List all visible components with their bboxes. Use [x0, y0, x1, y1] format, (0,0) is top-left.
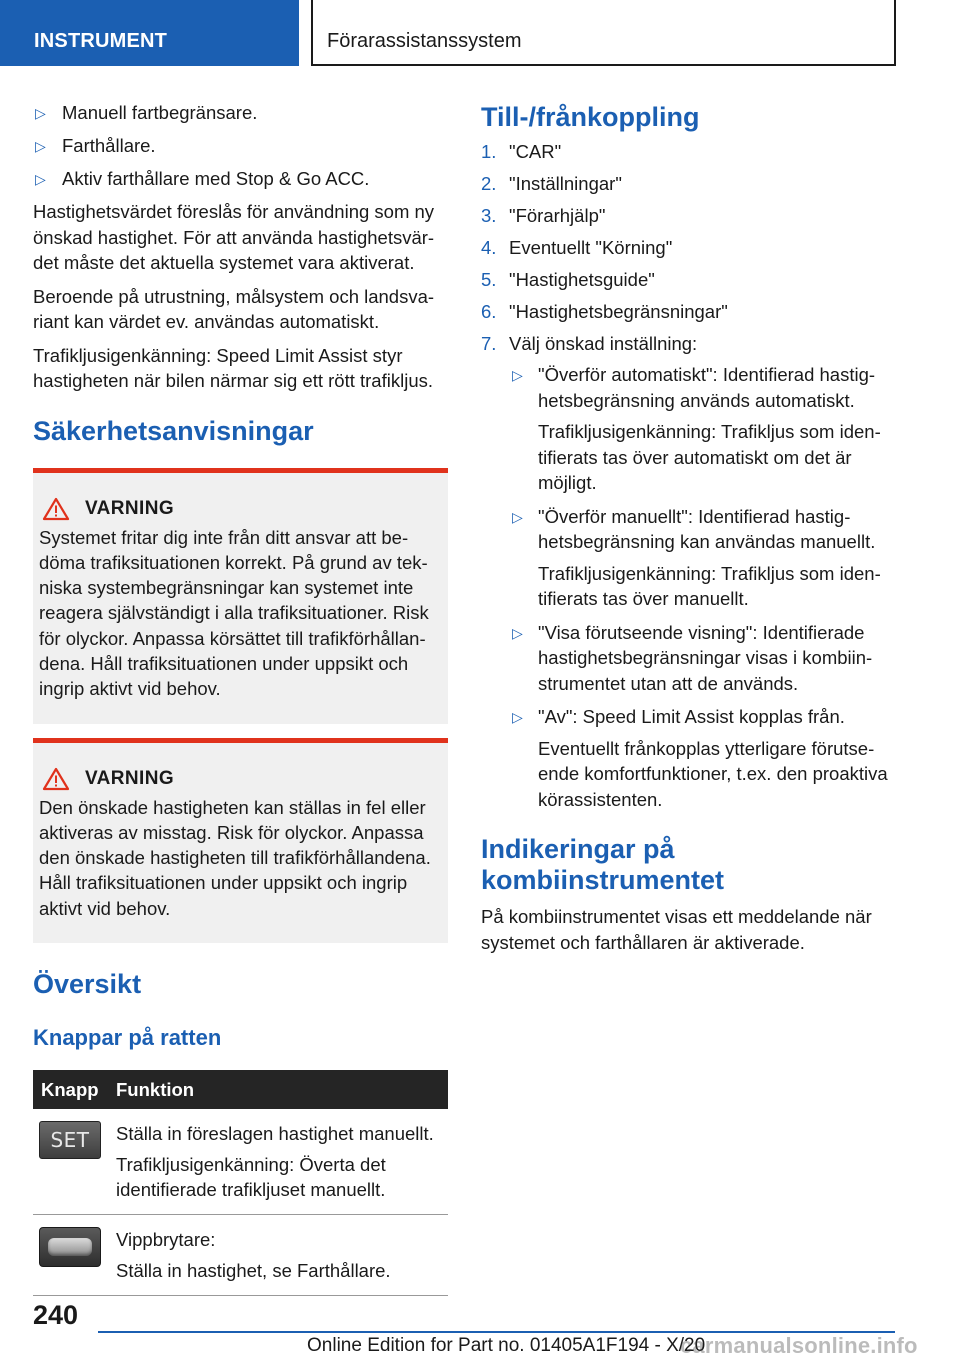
triangle-right-icon: ▷: [512, 709, 523, 725]
set-button-icon: SET: [39, 1121, 101, 1159]
overview-heading: Översikt: [33, 969, 142, 1000]
warning-text: Systemet fritar dig inte från ditt ansvar att bedöma trafiksituationen korrekt. På grund av tekniska systembegränsningar kan systemet inte reagera självständigt i alla trafiksituationer. Risk för olyckor. Anpassa körsättet till trafikförhållandena. Håll trafiksituationen under uppsikt och ingrip aktivt vid behov.: [39, 526, 429, 700]
indicator-text: På kombiinstrumentet visas ett meddelande när systemet och farthållaren är aktiverade.: [481, 906, 872, 953]
function-cell: Vippbrytare: Ställa in hastighet, se Farthållare.: [108, 1215, 448, 1296]
safety-heading: Säkerhetsanvisningar: [33, 415, 314, 446]
paragraph: Beroende på utrustning, målsystem och landsvariant kan värdet ev. användas automatiskt.: [33, 285, 435, 332]
edition-info: Online Edition for Part no. 01405A1F194 - X/20: [307, 1335, 706, 1356]
function-cell: Ställa in föreslagen hastighet manuellt. Trafikljusigenkänning: Överta det identifierade trafikljuset manuellt.: [108, 1109, 448, 1215]
column-header-key: Knapp: [33, 1070, 108, 1109]
buttons-heading: Knappar på ratten: [33, 1025, 222, 1051]
triangle-right-icon: ▷: [512, 508, 523, 525]
step-item: 7. Välj önskad inställning: ▷ "Överför automatiskt": Identifierad hastighetsbegränsning används automatiskt. Trafikljusigenkänning: Trafikljus som identifierats tas över automatiskt om det är möjligt. ▷ "Överför manuellt": Identifierad hastighetsbegränsning kan användas manuellt. Trafikljusigenkänning: Trafikljus som identifierats tas över manuellt. ▷ "Visa förutseende visning": Identifierade hastighetsbegränsningar visas i kombiinstrumentet utan att de används. ▷ "Av": Speed Limit Assist kopplas från. Eventuellt frånkopplas ytterligare förutseende komfortfunktioner, t.ex. den proaktiva körassistenten.: [481, 331, 896, 812]
triangle-right-icon: ▷: [512, 367, 523, 383]
list-item: ▷ Aktiv farthållare med Stop & Go ACC.: [33, 166, 448, 191]
warning-header: [39, 767, 442, 791]
warning-box: [33, 738, 448, 943]
column-header-function: Funktion: [108, 1070, 448, 1109]
warning-header: [39, 497, 442, 521]
step-item: 4. Eventuellt "Körning": [481, 237, 673, 258]
option-item: ▷ "Överför manuellt": Identifierad hastighetsbegränsning kan användas manuellt. Trafikljusigenkänning: Trafikljus som identifierats tas över manuellt.: [512, 505, 881, 609]
rocker-switch-icon: [39, 1227, 101, 1267]
warning-text: Den önskade hastigheten kan ställas in fel eller aktiveras av misstag. Risk för olyckor. Anpassa den önskade hastigheten till trafikförhållandena. Håll trafiksituationen under uppsikt och ingrip aktivt vid behov.: [39, 796, 431, 919]
triangle-right-icon: ▷: [35, 138, 46, 154]
step-item: 6. "Hastighetsbegränsningar": [481, 301, 728, 322]
triangle-right-icon: ▷: [512, 624, 523, 641]
warning-box: [33, 468, 448, 724]
list-item: ▷ Manuell fartbegränsare.: [33, 100, 448, 125]
paragraph: Hastighetsvärdet föreslås för användning som ny önskad hastighet. För att använda hastighetsvärdet måste det aktuella systemet vara aktiverat.: [33, 201, 435, 273]
chapter-title: Förarassistanssystem: [311, 0, 896, 66]
feature-list: [33, 100, 448, 191]
table-row: [33, 1109, 448, 1215]
indicator-heading: Indikeringar på kombiinstrumentet: [481, 834, 725, 895]
warning-triangle-icon: [42, 497, 70, 521]
section-tab[interactable]: INSTRUMENT: [0, 0, 299, 66]
warning-triangle-icon: [42, 767, 70, 791]
step-item: 5. "Hastighetsguide": [481, 269, 655, 290]
triangle-right-icon: ▷: [35, 105, 46, 121]
watermark: carmanualsonline.info: [680, 1333, 918, 1358]
buttons-table: [33, 1070, 448, 1296]
page-number: 240: [33, 1300, 79, 1330]
triangle-right-icon: ▷: [35, 171, 46, 187]
option-item: ▷ "Överför automatiskt": Identifierad hastighetsbegränsning används automatiskt. Trafikljusigenkänning: Trafikljus som identifierats tas över automatiskt om det är möjligt.: [512, 364, 881, 493]
option-item: ▷ "Av": Speed Limit Assist kopplas från. Eventuellt frånkopplas ytterligare förutseende komfortfunktioner, t.ex. den proaktiva körassistenten.: [512, 706, 888, 810]
page-header: [0, 0, 960, 66]
list-item: ▷ Farthållare.: [33, 133, 448, 158]
step-item: 1. "CAR": [481, 141, 562, 162]
step-item: 3. "Förarhjälp": [481, 205, 606, 226]
options-list: [509, 362, 896, 812]
key-cell: [33, 1109, 108, 1215]
warning-title: VARNING: [85, 497, 175, 519]
table-row: [33, 1215, 448, 1296]
right-column: [481, 100, 896, 963]
option-item: ▷ "Visa förutseende visning": Identifierade hastighetsbegränsningar visas i kombiinstrumentet utan att de används.: [512, 621, 873, 694]
table-header-row: [33, 1070, 448, 1109]
warning-title: VARNING: [85, 767, 175, 789]
step-item: 2. "Inställningar": [481, 173, 622, 194]
key-cell: [33, 1215, 108, 1296]
toggle-heading: Till-/frånkoppling: [481, 102, 700, 132]
paragraph: Trafikljusigenkänning: Speed Limit Assist styr hastigheten när bilen närmar sig ett rött trafikljus.: [33, 344, 433, 391]
steps-list: [481, 139, 896, 812]
left-column: [33, 100, 448, 1296]
